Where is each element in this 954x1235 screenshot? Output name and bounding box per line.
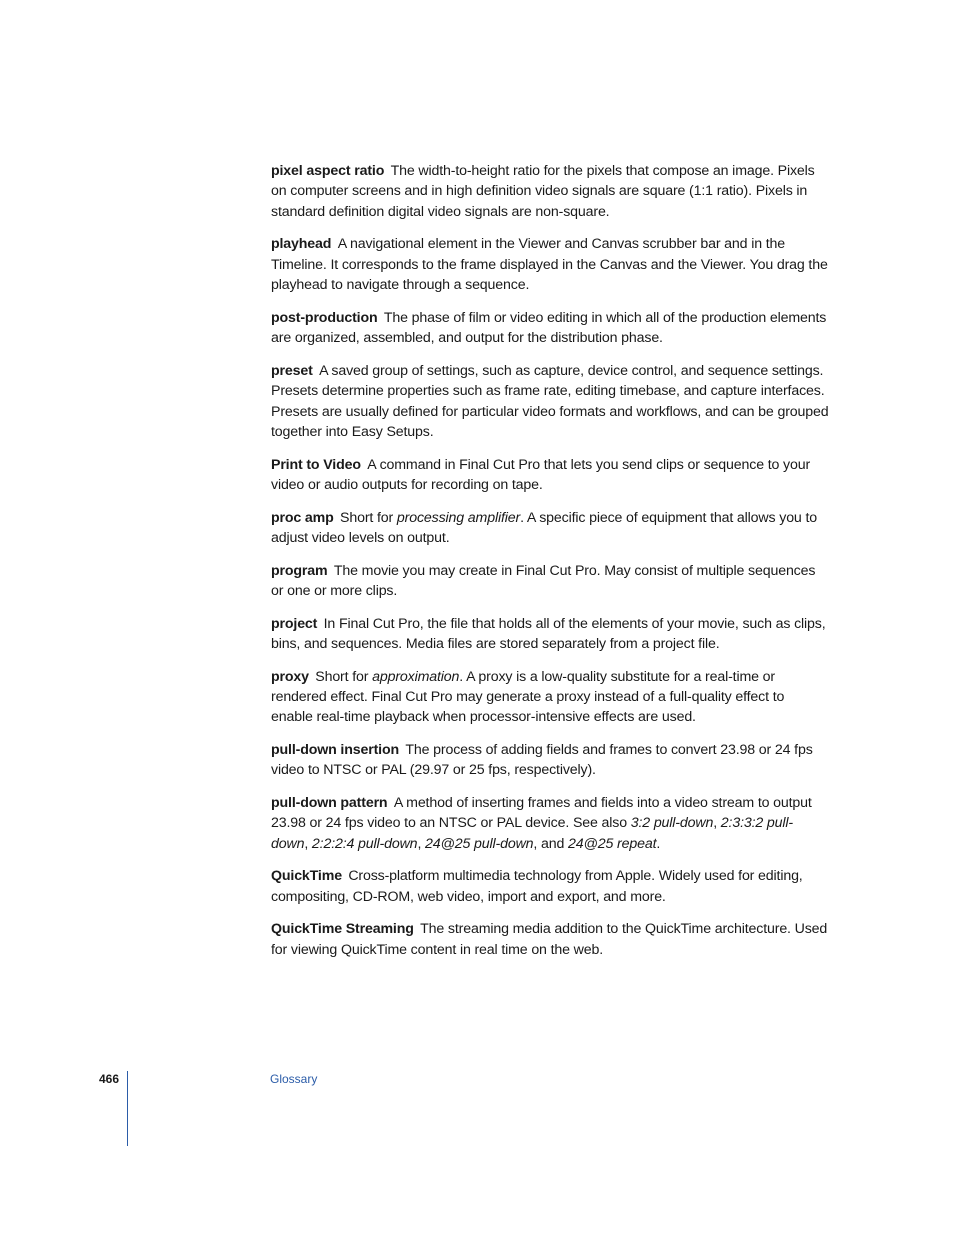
glossary-entry-playhead [271,234,829,295]
glossary-definition: The process of adding fields and frames to convert 23.98 or 24 fps video to NTSC or PAL (29.97 or 25 fps, respectively). [271,742,813,779]
glossary-entry-proxy [271,667,829,728]
glossary-term: preset [271,362,313,379]
glossary-entry-quicktime [271,866,829,907]
cross-reference-link[interactable]: 3:2 pull-down [630,815,714,832]
glossary-term: pixel aspect ratio [271,163,385,179]
glossary-entry-post-production [271,308,829,349]
glossary-definition-italic: approximation [372,668,460,685]
cross-reference-link[interactable]: 2:3:3:2 pull-down [271,815,793,852]
glossary-definition: A navigational element in the Viewer and Canvas scrubber bar and in the Timeline. It corresponds to the frame displayed in the Canvas and the Viewer. You drag the playhead to navigate through a sequence. [271,236,828,294]
glossary-definition: , [304,835,312,852]
glossary-entry-pull-down-insertion [271,740,829,781]
glossary-definition: A command in Final Cut Pro that lets you send clips or sequence to your video or audio outputs for recording on tape. [271,456,811,494]
glossary-entry-proc-amp [271,508,829,549]
glossary-definition: , [417,835,426,852]
glossary-term: QuickTime [271,868,342,885]
glossary-definition: . [656,835,661,852]
cross-reference-link[interactable]: 2:2:2:4 pull-down [311,835,418,852]
glossary-term: playhead [271,236,332,253]
glossary-entry-pixel-aspect-ratio [271,161,829,222]
glossary-definition: In Final Cut Pro, the file that holds all of the elements of your movie, such as clips, bins, and sequences. Media files are stored separately from a project file. [271,615,826,653]
glossary-content [271,161,829,972]
footer-section-link[interactable]: Glossary [270,1072,318,1086]
glossary-definition: Short for [315,668,373,685]
glossary-term: post-production [271,309,378,326]
cross-reference-link[interactable]: 24@25 repeat [568,835,657,852]
glossary-definition: , [713,815,721,832]
glossary-entry-program [271,561,829,602]
glossary-entry-quicktime-streaming [271,919,829,960]
footer-divider [127,1071,128,1146]
glossary-definition: , and [533,835,569,852]
glossary-term: program [271,562,328,579]
glossary-definition: Cross-platform multimedia technology from Apple. Widely used for editing, compositing, CD-ROM, web video, import and export, and more. [271,868,803,905]
glossary-term: pull-down insertion [271,742,399,759]
glossary-term: pull-down pattern [271,795,388,812]
glossary-term: project [271,615,318,632]
glossary-entry-preset [271,361,829,443]
glossary-definition-italic: processing amplifier [396,509,521,526]
glossary-term: QuickTime Streaming [271,921,414,938]
glossary-definition: The width-to-height ratio for the pixels that compose an image. Pixels on computer screens and in high definition video signals are square (1:1 ratio). Pixels in standard definition digital video signals are non-square. [271,163,815,220]
glossary-definition: Short for [340,509,397,526]
cross-reference-link[interactable]: 24@25 pull-down [425,835,534,852]
glossary-definition: The streaming media addition to the QuickTime architecture. Used for viewing QuickTime content in real time on the web. [271,921,828,958]
glossary-entry-print-to-video [271,455,829,496]
glossary-definition: A method of inserting frames and fields into a video stream to output 23.98 or 24 fps video to an NTSC or PAL device. See also [271,795,812,832]
glossary-entry-project [271,614,829,655]
glossary-definition: . A specific piece of equipment that allows you to adjust video levels on output. [271,509,817,547]
glossary-definition: . A proxy is a low-quality substitute for a real-time or rendered effect. Final Cut Pro may generate a proxy instead of a full-quality effect to enable real-time playback when processor-intensive effects are used. [271,668,785,726]
glossary-term: Print to Video [271,456,361,473]
page-number: 466 [98,1072,119,1086]
glossary-definition: A saved group of settings, such as capture, device control, and sequence settings. Presets determine properties such as frame rate, editing timebase, and capture interfaces. Presets are usually defined for particular video formats and workflows, and can be grouped together into Easy Setups. [271,362,829,441]
glossary-definition: The movie you may create in Final Cut Pro. May consist of multiple sequences or one or more clips. [271,562,816,600]
glossary-term: proc amp [271,509,334,526]
glossary-term: proxy [271,668,309,685]
glossary-entry-pull-down-pattern [271,793,829,854]
glossary-definition: The phase of film or video editing in which all of the production elements are organized, assembled, and output for the distribution phase. [271,309,827,347]
